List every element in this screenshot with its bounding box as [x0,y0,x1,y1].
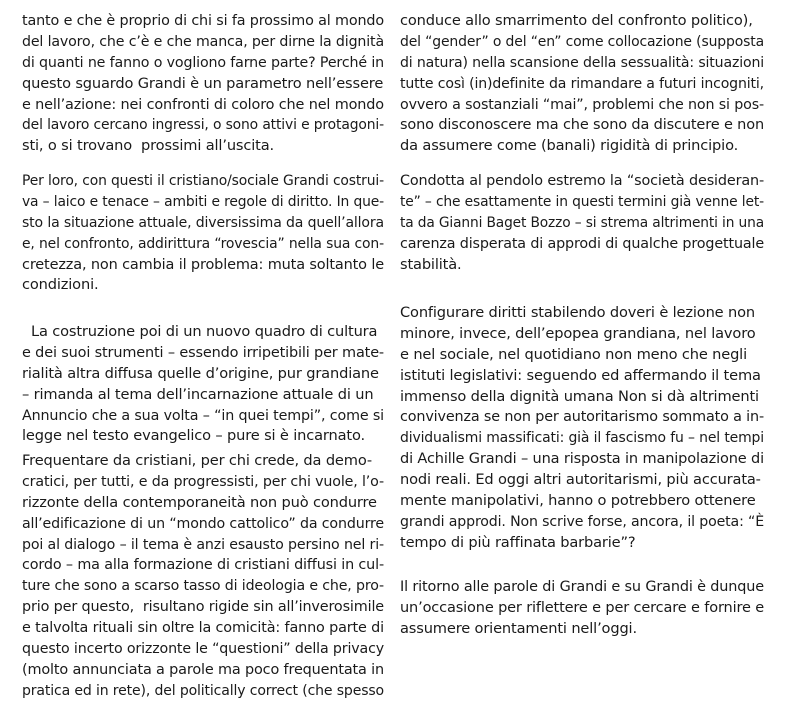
text-line: Frequentare da cristiani, per chi crede, da demo- [22,452,372,469]
text-line: e talvolta rituali sin oltre la comicità: fanno parte di [22,619,384,637]
text-line: Il ritorno alle parole di Grandi e su Grandi è dunque [400,578,764,595]
paragraph-left-4 [22,451,384,702]
text-line: e dei suoi strumenti – essendo irripetibili per mate- [22,343,384,361]
text-line: cordo – ma alla formazione di cristiani diffusi in cul- [22,556,384,574]
text-line: sono disconoscere ma che sono da discutere e non [400,116,764,134]
text-line: questo incerto orizzonte le “questioni” della privacy [22,640,384,658]
text-line: condizioni. [22,276,99,294]
paragraph-right-3 [400,303,764,554]
text-line: di quanti ne fanno o vogliono farne parte? Perché in [22,53,384,71]
text-line: Condotta al pendolo estremo la “società desideran- [400,172,764,189]
text-line: stabilità. [400,255,462,273]
text-line: – rimanda al tema dell’incarnazione attuale di un [22,385,374,403]
text-line: di Achille Grandi – una risposta in manipolazione di [400,450,764,468]
text-line: di natura) nella scansione della sessualità: situazioni [400,53,764,71]
text-line: Per loro, con questi il cristiano/sociale Grandi costrui- [22,172,384,189]
text-line: del lavoro cercano ingressi, o sono attivi e protagoni- [22,116,384,134]
paragraph-left-3 [22,322,384,447]
text-line: un’occasione per riflettere e per cercare e fornire e [400,598,764,616]
text-line: ta da Gianni Baget Bozzo – si strema altrimenti in una [400,213,764,231]
text-line: immenso della dignità umana Non si dà altrimenti [400,387,759,405]
text-line: tutte così (in)definite da rimandare a futuri incogniti, [400,74,764,92]
paragraph-right-1 [400,11,764,157]
text-line: convivenza se non per autoritarismo sommato a in- [400,408,764,426]
text-line: (molto annunciata a parole ma poco frequentata in [22,660,384,678]
text-line: carenza disperata di approdi di qualche progettuale [400,234,764,252]
text-line: istituti legislativi: seguendo ed affermando il tema [400,366,761,384]
text-line: grandi approdi. Non scrive forse, ancora, il poeta: “È [400,512,764,530]
text-line: conduce allo smarrimento del confronto politico), [400,12,753,29]
text-line: assumere orientamenti nell’oggi. [400,619,637,637]
text-line: da assumere come (banali) rigidità di principio. [400,137,739,155]
text-line: va – laico e tenace – ambiti e regole di diritto. In que- [22,192,384,210]
text-line: nodi reali. Ed oggi altri autoritarismi, più accurata- [400,471,761,489]
text-line: e nel sociale, nel quotidiano non meno che negli [400,345,747,363]
paragraph-left-2 [22,171,384,296]
text-line: Configurare diritti stabilendo doveri è lezione non [400,304,755,321]
text-line: pratica ed in rete), del politically correct (che spesso [22,681,384,699]
text-line: rialità altra diffusa quelle d’origine, pur grandiane [22,364,379,382]
text-line: legge nel testo evangelico – pure si è incarnato. [22,427,365,445]
text-line: dividualismi massificati: già il fascismo fu – nel tempi [400,429,764,447]
text-line: te” – che esattamente in questi termini già venne let- [400,192,764,210]
text-line: tempo di più raffinata barbarie”? [400,533,636,551]
text-line: La costruzione poi di un nuovo quadro di cultura [22,323,378,340]
text-line: cratici, per tutti, e da progressisti, per chi vuole, l’o- [22,472,384,490]
text-line: poi al dialogo – il tema è anzi esausto persino nel ri- [22,535,384,553]
text-line: sti, o si trovano prossimi all’uscita. [22,137,275,155]
text-line: Annuncio che a sua volta – “in quei tempi”, come si [22,406,384,424]
text-line: sto la situazione attuale, diversissima da quell’allora [22,213,384,231]
text-line: rizzonte della contemporaneità non può condurre [22,493,377,511]
text-line: e nell’azione: nei confronti di coloro che nel mondo [22,95,384,113]
paragraph-right-2 [400,171,764,275]
text-line: ture che sono a scarso tasso di ideologia e che, pro- [22,577,384,595]
text-line: minore, invece, dell’epopea grandiana, nel lavoro [400,324,756,342]
text-line: tanto e che è proprio di chi si fa prossimo al mondo [22,12,384,29]
text-line: prio per questo, risultano rigide sin all’inverosimile [22,598,384,616]
text-line: ovvero a sostanziali “mai”, problemi che non si pos- [400,95,764,113]
text-line: del “gender” o del “en” come collocazione (supposta [400,32,764,50]
paragraph-left-1 [22,11,384,157]
text-line: questo sguardo Grandi è un parametro nell’essere [22,74,384,92]
paragraph-right-4 [400,577,764,640]
text-line: mente manipolativi, hanno o potrebbero ottenere [400,492,756,510]
text-line: del lavoro, che c’è e che manca, per dirne la dignità [22,32,384,50]
text-line: e, nel confronto, addirittura “rovescia” nella sua con- [22,234,384,252]
text-line: all’edificazione di un “mondo cattolico” da condurre [22,514,384,532]
text-line: cretezza, non cambia il problema: muta soltanto le [22,255,384,273]
